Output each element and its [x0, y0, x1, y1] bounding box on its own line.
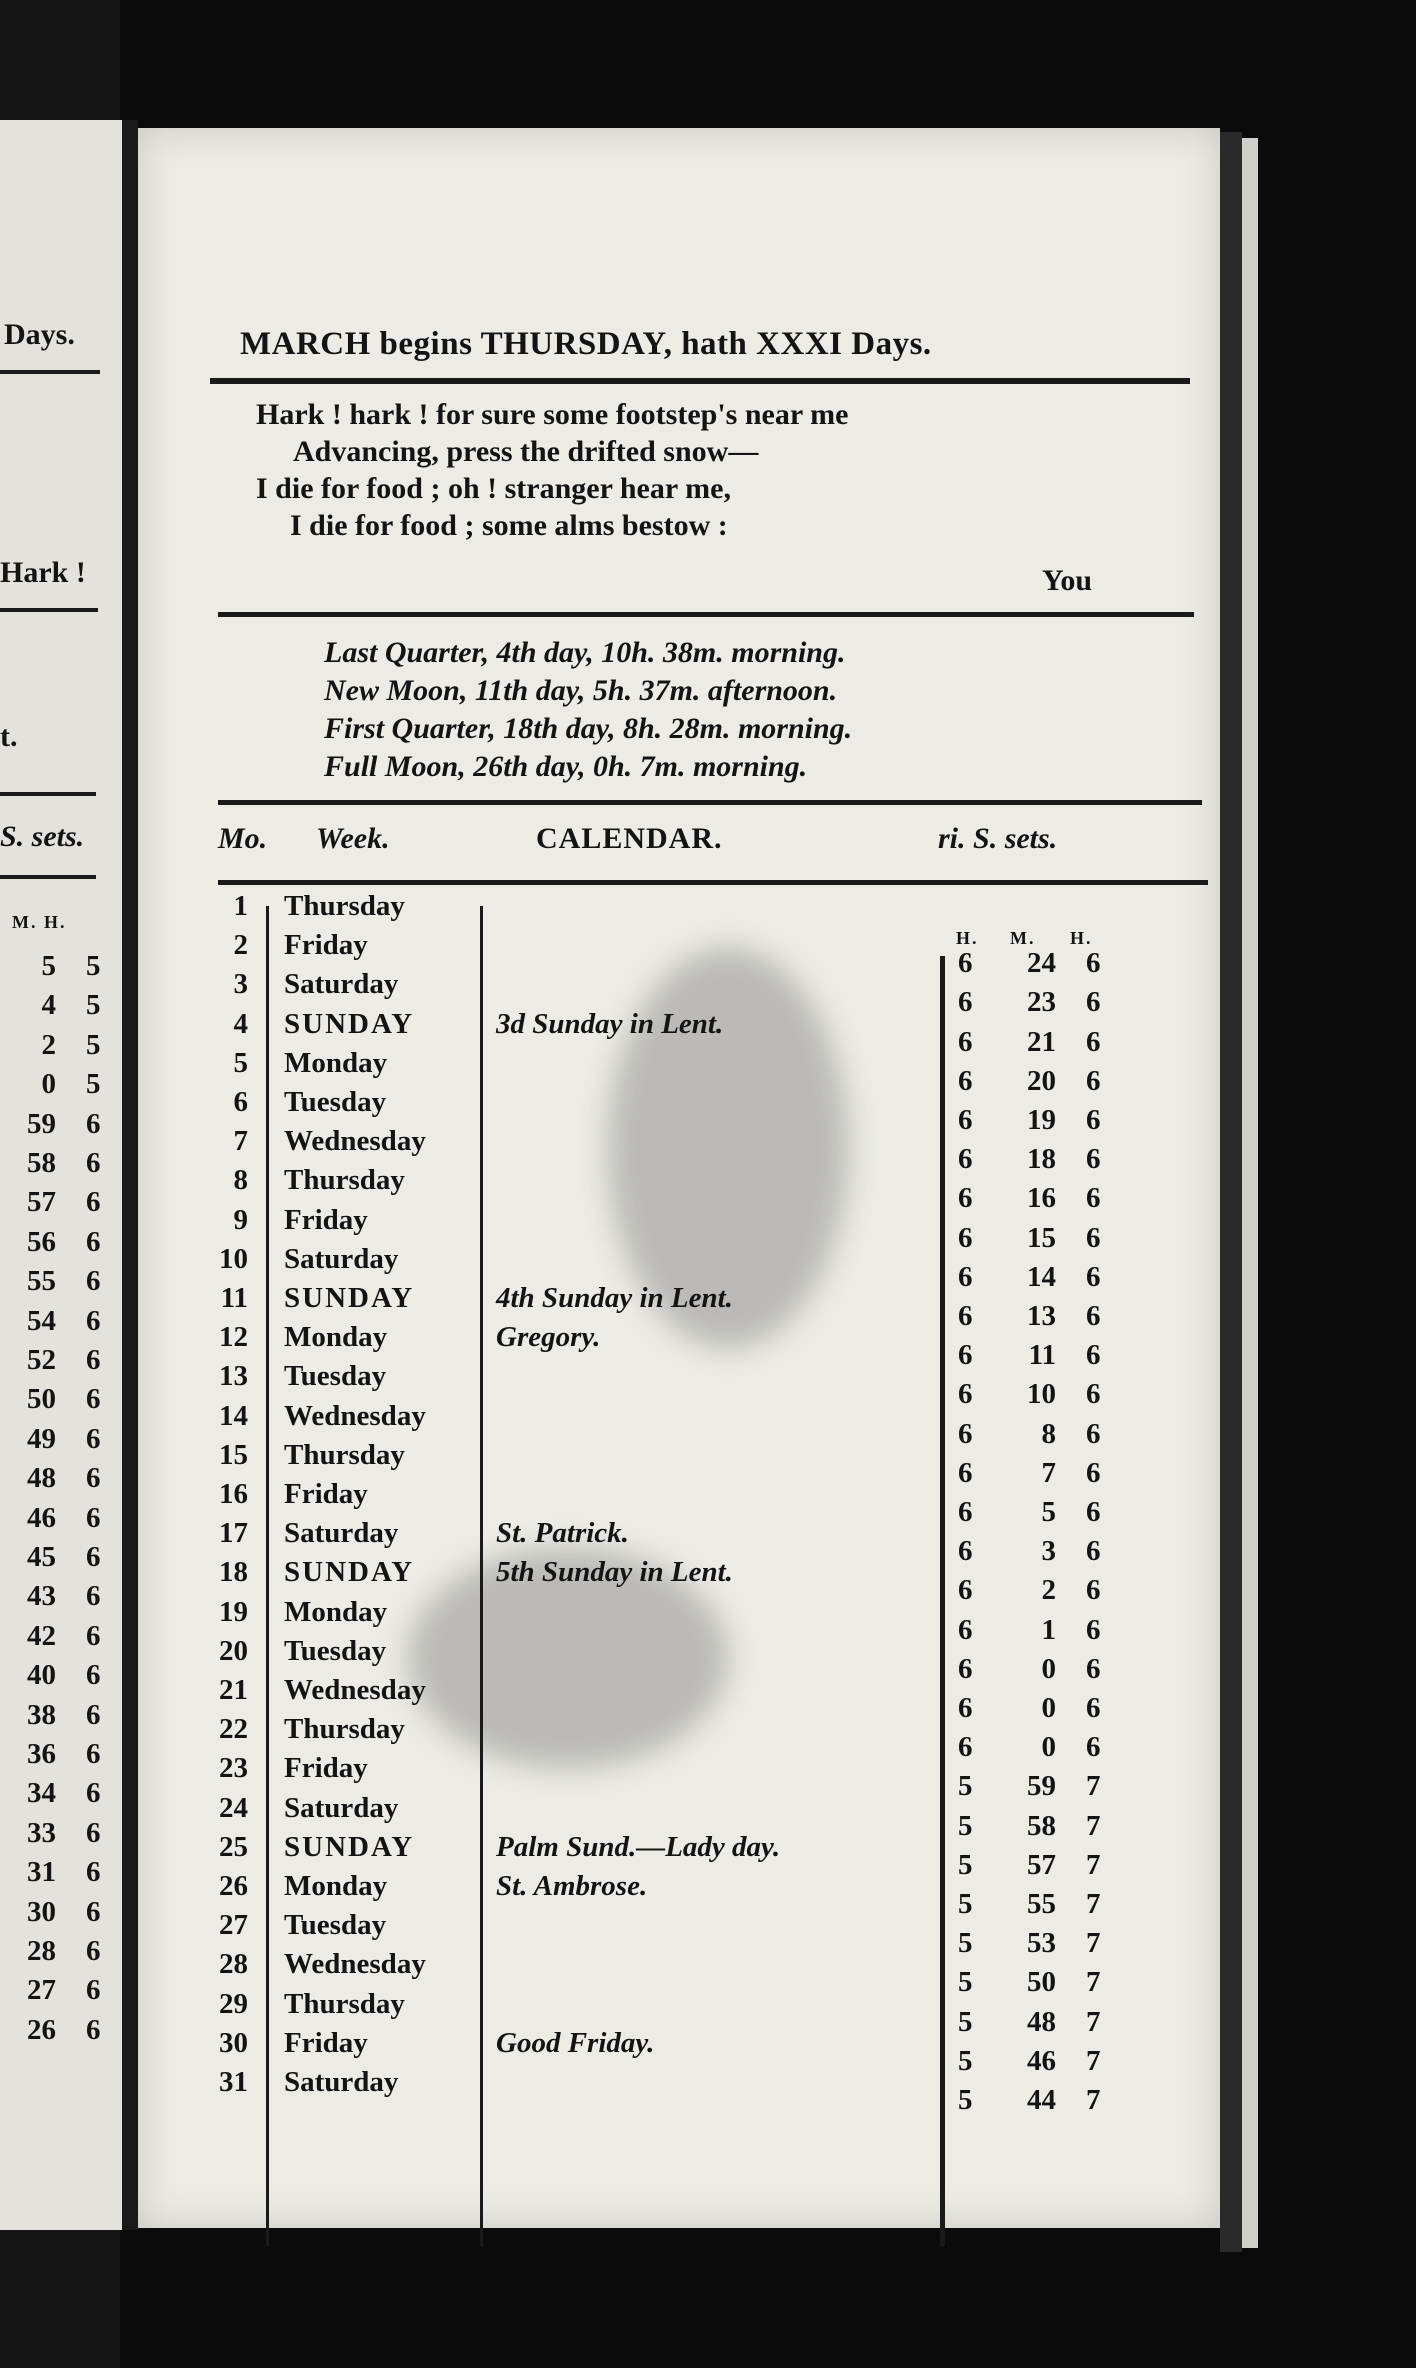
prev-sun-hour: 6: [86, 2014, 101, 2046]
calendar-event: 5th Sunday in Lent.: [496, 1556, 733, 1588]
weekday: Wednesday: [284, 1948, 426, 1980]
day-number: 12: [219, 1321, 248, 1353]
calendar-event: Gregory.: [496, 1321, 601, 1353]
column-divider: [480, 906, 483, 2246]
verse-line: I die for food ; some alms bestow :: [290, 509, 728, 542]
day-number: 15: [219, 1439, 248, 1471]
prev-sun-hour: 5: [86, 1029, 101, 1061]
prev-sun-minute: 38: [27, 1699, 56, 1731]
sunrise-hour: 6: [958, 1614, 973, 1646]
prev-sun-minute: 49: [27, 1423, 56, 1455]
verse-line: I die for food ; oh ! stranger hear me,: [256, 472, 731, 505]
sunset-hour: 6: [1086, 1104, 1101, 1136]
weekday: Friday: [284, 2027, 368, 2059]
sun-col-head: H.: [1070, 928, 1093, 948]
day-number: 20: [219, 1635, 248, 1667]
moon-phase: Last Quarter, 4th day, 10h. 38m. morning.: [324, 636, 846, 669]
prev-sun-minute: 42: [27, 1620, 56, 1652]
sunrise-hour: 6: [958, 1731, 973, 1763]
sunrise-hour: 5: [958, 1927, 973, 1959]
page-edge: [1242, 138, 1258, 2248]
sunset-hour: 6: [1086, 1653, 1101, 1685]
sunrise-hour: 6: [958, 1065, 973, 1097]
header-rule: [218, 880, 1208, 885]
sunset-hour: 6: [1086, 947, 1101, 979]
prev-sun-hour: 6: [86, 1856, 101, 1888]
day-number: 25: [219, 1831, 248, 1863]
sunrise-hour: 6: [958, 1418, 973, 1450]
prev-sun-hour: 6: [86, 1777, 101, 1809]
day-number: 6: [233, 1086, 248, 1118]
prev-sun-minute: 52: [27, 1344, 56, 1376]
sunset-hour: 7: [1086, 2006, 1101, 2038]
prev-sun-minute: 36: [27, 1738, 56, 1770]
verse-line: Advancing, press the drifted snow—: [293, 435, 759, 468]
prev-sun-hour: 6: [86, 1580, 101, 1612]
sunrise-hour: 6: [958, 1300, 973, 1332]
day-number: 2: [233, 929, 248, 961]
sunrise-minute: 20: [1027, 1065, 1056, 1097]
sunrise-hour: 6: [958, 1026, 973, 1058]
sunrise-minute: 24: [1027, 947, 1056, 979]
sunrise-hour: 6: [958, 1222, 973, 1254]
previous-page: [0, 120, 122, 2230]
sunrise-minute: 59: [1027, 1770, 1056, 1802]
prev-sun-minute: 28: [27, 1935, 56, 1967]
day-number: 30: [219, 2027, 248, 2059]
prev-rule: [0, 875, 96, 879]
sunset-hour: 6: [1086, 1339, 1101, 1371]
sunrise-minute: 16: [1027, 1182, 1056, 1214]
verse-line: Hark ! hark ! for sure some footstep's near me: [256, 398, 849, 431]
prev-sun-minute: 2: [41, 1029, 56, 1061]
calendar-event: St. Patrick.: [496, 1517, 629, 1549]
prev-sun-hour: 6: [86, 1423, 101, 1455]
sunset-hour: 6: [1086, 1026, 1101, 1058]
page-title: MARCH begins THURSDAY, hath XXXI Days.: [240, 326, 932, 362]
prev-sun-minute: 43: [27, 1580, 56, 1612]
moon-phase: New Moon, 11th day, 5h. 37m. afternoon.: [324, 674, 838, 707]
prev-sun-hour: 5: [86, 989, 101, 1021]
prev-sun-minute: 40: [27, 1659, 56, 1691]
sunrise-hour: 6: [958, 1692, 973, 1724]
prev-sun-minute: 27: [27, 1974, 56, 2006]
sunrise-minute: 44: [1027, 2084, 1056, 2116]
prev-rule: [0, 370, 100, 374]
sunrise-minute: 55: [1027, 1888, 1056, 1920]
sunset-hour: 6: [1086, 1574, 1101, 1606]
prev-sun-hour: 6: [86, 1699, 101, 1731]
prev-sun-minute: 46: [27, 1502, 56, 1534]
calendar-event: Good Friday.: [496, 2027, 655, 2059]
prev-sun-minute: 31: [27, 1856, 56, 1888]
sunset-hour: 7: [1086, 2045, 1101, 2077]
prev-sun-minute: 0: [41, 1068, 56, 1100]
page-edge-shadow: [1220, 132, 1242, 2252]
day-number: 26: [219, 1870, 248, 1902]
sunrise-minute: 58: [1027, 1810, 1056, 1842]
sunrise-hour: 6: [958, 1261, 973, 1293]
column-divider: [940, 956, 945, 2246]
sunrise-minute: 21: [1027, 1026, 1056, 1058]
sunrise-minute: 11: [1028, 1339, 1056, 1371]
sunrise-minute: 18: [1027, 1143, 1056, 1175]
weekday: Saturday: [284, 968, 399, 1000]
sunrise-hour: 6: [958, 986, 973, 1018]
sunrise-minute: 23: [1027, 986, 1056, 1018]
prev-sun-hour: 6: [86, 1620, 101, 1652]
sunset-hour: 6: [1086, 1692, 1101, 1724]
sunset-hour: 6: [1086, 1614, 1101, 1646]
day-number: 24: [219, 1792, 248, 1824]
day-number: 23: [219, 1752, 248, 1784]
sunrise-minute: 13: [1027, 1300, 1056, 1332]
sunrise-hour: 6: [958, 1104, 973, 1136]
sun-col-head: M.: [1010, 928, 1036, 948]
weekday: Tuesday: [284, 1909, 387, 1941]
prev-sun-hour: 6: [86, 1186, 101, 1218]
weekday: Thursday: [284, 890, 405, 922]
sunrise-minute: 3: [1041, 1535, 1056, 1567]
weekday: Friday: [284, 1204, 368, 1236]
sun-col-head: H.: [956, 928, 979, 948]
day-number: 4: [233, 1008, 248, 1040]
prev-title-tail: Days.: [4, 318, 75, 351]
weekday: Thursday: [284, 1439, 405, 1471]
prev-sun-hour: 6: [86, 1305, 101, 1337]
header-sun: ri. S. sets.: [938, 822, 1058, 855]
sunrise-minute: 0: [1041, 1692, 1056, 1724]
prev-sun-hour: 6: [86, 1541, 101, 1573]
sunrise-hour: 5: [958, 1849, 973, 1881]
sunrise-minute: 46: [1027, 2045, 1056, 2077]
sunrise-hour: 6: [958, 1182, 973, 1214]
sunset-hour: 6: [1086, 1731, 1101, 1763]
day-number: 18: [219, 1556, 248, 1588]
sunset-hour: 7: [1086, 1849, 1101, 1881]
moon-phase: First Quarter, 18th day, 8h. 28m. morning.: [324, 712, 853, 745]
prev-sun-minute: 54: [27, 1305, 56, 1337]
weekday: Wednesday: [284, 1125, 426, 1157]
prev-sun-hour: 6: [86, 1935, 101, 1967]
sunrise-hour: 5: [958, 2006, 973, 2038]
weekday: Thursday: [284, 1164, 405, 1196]
prev-sun-hour: 6: [86, 1659, 101, 1691]
weekday: Saturday: [284, 2066, 399, 2098]
sunset-hour: 6: [1086, 1261, 1101, 1293]
prev-sun-minute: 26: [27, 2014, 56, 2046]
sunrise-minute: 8: [1041, 1418, 1056, 1450]
weekday: Friday: [284, 1478, 368, 1510]
sunset-hour: 6: [1086, 1182, 1101, 1214]
sunrise-minute: 10: [1027, 1378, 1056, 1410]
day-number: 11: [220, 1282, 248, 1314]
day-number: 19: [219, 1596, 248, 1628]
sunrise-minute: 7: [1041, 1457, 1056, 1489]
sunrise-minute: 19: [1027, 1104, 1056, 1136]
prev-sun-hour: 5: [86, 1068, 101, 1100]
gutter: [122, 120, 138, 2230]
sunrise-hour: 5: [958, 2084, 973, 2116]
sunrise-hour: 6: [958, 1535, 973, 1567]
prev-sun-minute: 34: [27, 1777, 56, 1809]
prev-col-heads: M. H.: [12, 912, 67, 932]
prev-sun-hour: 6: [86, 1974, 101, 2006]
calendar-event: St. Ambrose.: [496, 1870, 648, 1902]
day-number: 16: [219, 1478, 248, 1510]
prev-sun-hour: 6: [86, 1147, 101, 1179]
sunset-hour: 7: [1086, 1888, 1101, 1920]
sunrise-minute: 0: [1041, 1731, 1056, 1763]
prev-header-tail: S. sets.: [0, 820, 85, 853]
column-divider: [266, 906, 269, 2246]
sunset-hour: 6: [1086, 1065, 1101, 1097]
weekday: Friday: [284, 929, 368, 961]
sunset-hour: 7: [1086, 1770, 1101, 1802]
sunset-hour: 6: [1086, 1535, 1101, 1567]
sunrise-hour: 6: [958, 1574, 973, 1606]
day-number: 27: [219, 1909, 248, 1941]
weekday: Friday: [284, 1752, 368, 1784]
prev-sun-hour: 6: [86, 1738, 101, 1770]
sunrise-minute: 0: [1041, 1653, 1056, 1685]
sunrise-hour: 5: [958, 1810, 973, 1842]
almanac-page: [138, 128, 1220, 2228]
title-rule: [210, 378, 1190, 384]
moon-phase: Full Moon, 26th day, 0h. 7m. morning.: [324, 750, 808, 783]
sunrise-hour: 6: [958, 1143, 973, 1175]
prev-sun-minute: 59: [27, 1108, 56, 1140]
sunset-hour: 6: [1086, 1418, 1101, 1450]
weekday: Wednesday: [284, 1674, 426, 1706]
weekday: Tuesday: [284, 1086, 387, 1118]
sunrise-hour: 5: [958, 1770, 973, 1802]
calendar-event: 4th Sunday in Lent.: [496, 1282, 733, 1314]
sunrise-minute: 1: [1041, 1614, 1056, 1646]
sunset-hour: 6: [1086, 1378, 1101, 1410]
prev-sun-minute: 33: [27, 1817, 56, 1849]
weekday: Thursday: [284, 1713, 405, 1745]
prev-sun-minute: 55: [27, 1265, 56, 1297]
sunrise-minute: 57: [1027, 1849, 1056, 1881]
sunset-hour: 6: [1086, 986, 1101, 1018]
prev-sun-hour: 6: [86, 1265, 101, 1297]
sunrise-minute: 15: [1027, 1222, 1056, 1254]
sunrise-hour: 6: [958, 1339, 973, 1371]
day-number: 22: [219, 1713, 248, 1745]
sunrise-minute: 50: [1027, 1966, 1056, 1998]
day-number: 1: [233, 890, 248, 922]
day-number: 13: [219, 1360, 248, 1392]
weekday: Monday: [284, 1596, 388, 1628]
weekday: Thursday: [284, 1988, 405, 2020]
weekday: Saturday: [284, 1792, 399, 1824]
prev-sun-hour: 6: [86, 1344, 101, 1376]
sunset-hour: 7: [1086, 1927, 1101, 1959]
sunrise-hour: 6: [958, 1653, 973, 1685]
prev-verse-tail: Hark !: [0, 556, 86, 589]
sunrise-hour: 6: [958, 1496, 973, 1528]
sunrise-hour: 6: [958, 947, 973, 979]
prev-sun-minute: 4: [41, 989, 56, 1021]
header-month: Mo.: [218, 822, 268, 855]
weekday: Saturday: [284, 1517, 399, 1549]
prev-sun-hour: 6: [86, 1108, 101, 1140]
sunrise-minute: 48: [1027, 2006, 1056, 2038]
day-number: 8: [233, 1164, 248, 1196]
sunset-hour: 6: [1086, 1300, 1101, 1332]
prev-sun-hour: 6: [86, 1817, 101, 1849]
day-number: 3: [233, 968, 248, 1000]
sunrise-hour: 6: [958, 1378, 973, 1410]
weekday: Monday: [284, 1047, 388, 1079]
prev-sun-hour: 6: [86, 1502, 101, 1534]
sunrise-minute: 14: [1027, 1261, 1056, 1293]
verse-rule: [218, 612, 1194, 617]
sunrise-minute: 53: [1027, 1927, 1056, 1959]
weekday: SUNDAY: [284, 1556, 415, 1588]
sunset-hour: 6: [1086, 1143, 1101, 1175]
sunrise-minute: 5: [1041, 1496, 1056, 1528]
weekday: Saturday: [284, 1243, 399, 1275]
sunset-hour: 6: [1086, 1457, 1101, 1489]
header-calendar: CALENDAR.: [536, 822, 723, 855]
weekday: Tuesday: [284, 1635, 387, 1667]
header-week: Week.: [316, 822, 390, 855]
sunrise-hour: 5: [958, 1888, 973, 1920]
prev-sun-hour: 6: [86, 1896, 101, 1928]
prev-sun-minute: 45: [27, 1541, 56, 1573]
prev-sun-minute: 5: [41, 950, 56, 982]
weekday: Tuesday: [284, 1360, 387, 1392]
prev-rule: [0, 608, 98, 612]
prev-sun-minute: 48: [27, 1462, 56, 1494]
prev-sun-minute: 56: [27, 1226, 56, 1258]
prev-sun-minute: 58: [27, 1147, 56, 1179]
weekday: Wednesday: [284, 1400, 426, 1432]
day-number: 7: [233, 1125, 248, 1157]
sunrise-hour: 5: [958, 1966, 973, 1998]
day-number: 10: [219, 1243, 248, 1275]
day-number: 9: [233, 1204, 248, 1236]
sunset-hour: 6: [1086, 1496, 1101, 1528]
day-number: 28: [219, 1948, 248, 1980]
prev-sun-minute: 50: [27, 1383, 56, 1415]
prev-sun-hour: 6: [86, 1462, 101, 1494]
catchword: You: [1042, 564, 1093, 597]
day-number: 5: [233, 1047, 248, 1079]
sunset-hour: 7: [1086, 1810, 1101, 1842]
day-number: 31: [219, 2066, 248, 2098]
calendar-event: Palm Sund.—Lady day.: [496, 1831, 781, 1863]
sunrise-hour: 6: [958, 1457, 973, 1489]
day-number: 17: [219, 1517, 248, 1549]
sunset-hour: 7: [1086, 2084, 1101, 2116]
weekday: SUNDAY: [284, 1008, 415, 1040]
day-number: 21: [219, 1674, 248, 1706]
prev-sun-hour: 6: [86, 1226, 101, 1258]
weekday: Monday: [284, 1870, 388, 1902]
calendar-event: 3d Sunday in Lent.: [496, 1008, 724, 1040]
prev-sun-hour: 5: [86, 950, 101, 982]
moon-rule: [218, 800, 1202, 805]
prev-sun-hour: 6: [86, 1383, 101, 1415]
sunrise-hour: 5: [958, 2045, 973, 2077]
day-number: 29: [219, 1988, 248, 2020]
weekday: Monday: [284, 1321, 388, 1353]
day-number: 14: [219, 1400, 248, 1432]
sunrise-minute: 2: [1041, 1574, 1056, 1606]
prev-rule: [0, 792, 96, 796]
prev-moon-tail: t.: [0, 720, 18, 753]
weekday: SUNDAY: [284, 1831, 415, 1863]
sunset-hour: 6: [1086, 1222, 1101, 1254]
prev-sun-minute: 57: [27, 1186, 56, 1218]
weekday: SUNDAY: [284, 1282, 415, 1314]
sunset-hour: 7: [1086, 1966, 1101, 1998]
prev-sun-minute: 30: [27, 1896, 56, 1928]
